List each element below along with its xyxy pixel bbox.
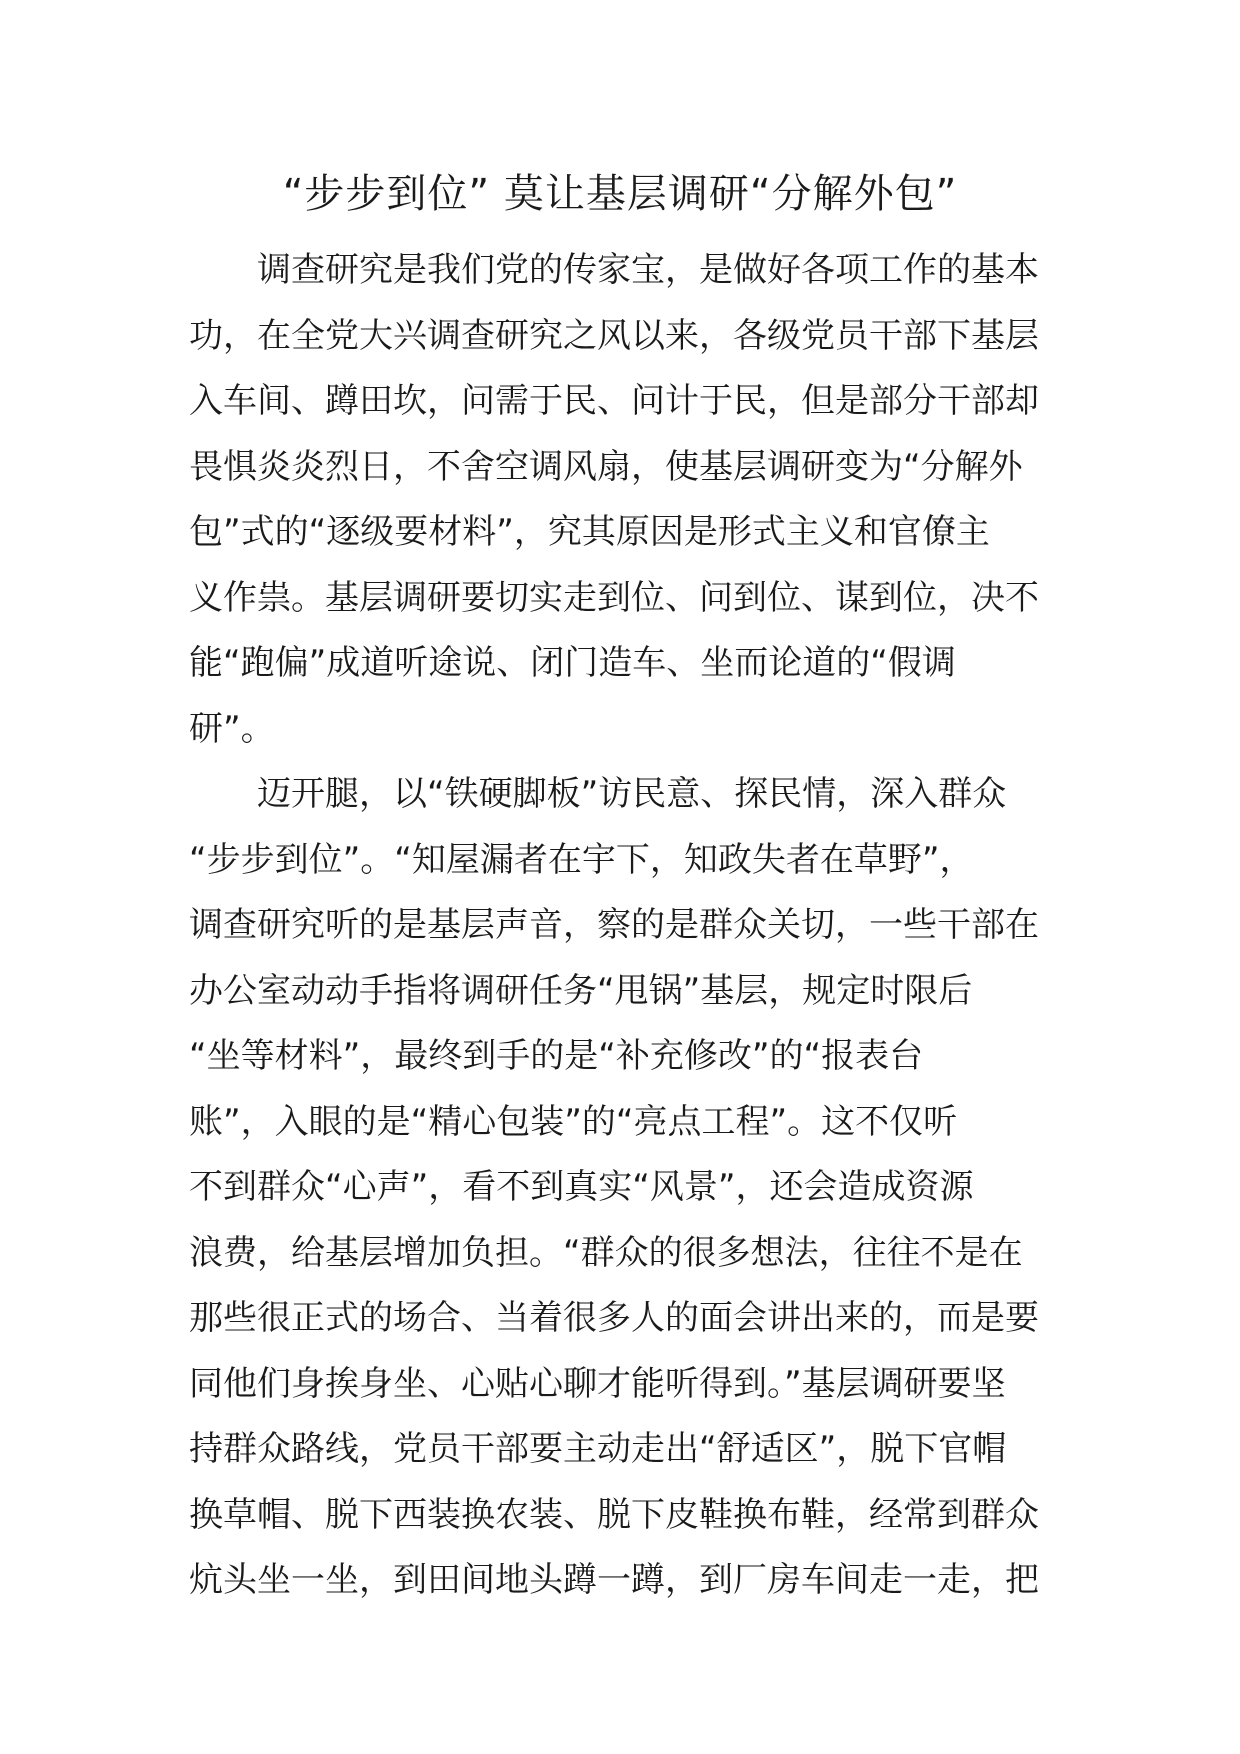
paragraph-2-line: 炕头坐一坐，到田间地头蹲一蹲，到厂房车间走一走，把 bbox=[189, 1560, 1039, 1600]
paragraph-2-line: 持群众路线，党员干部要主动走出“舒适区”，脱下官帽 bbox=[189, 1429, 1007, 1469]
paragraph-1-line: 入车间、蹲田坎，问需于民、问计于民，但是部分干部却 bbox=[189, 381, 1039, 421]
paragraph-2-line: 同他们身挨身坐、心贴心聊才能听得到。”基层调研要坚 bbox=[189, 1363, 1006, 1404]
document-title: “步步到位” 莫让基层调研“分解外包” bbox=[282, 171, 958, 217]
paragraph-1-line: 义作祟。基层调研要切实走到位、问到位、谋到位，决不 bbox=[189, 577, 1039, 618]
paragraph-1-line: 畏惧炎炎烈日，不舍空调风扇，使基层调研变为“分解外 bbox=[189, 446, 1023, 487]
paragraph-2-line: 迈开腿，以“铁硬脚板”访民意、探民情，深入群众 bbox=[257, 774, 1007, 814]
paragraph-2-line: 浪费，给基层增加负担。“群众的很多想法，往往不是在 bbox=[189, 1232, 1023, 1273]
paragraph-2-line: 不到群众“心声”，看不到真实“风景”，还会造成资源 bbox=[189, 1167, 974, 1207]
paragraph-1-line: 研”。 bbox=[189, 708, 275, 749]
paragraph-1-line: 能“跑偏”成道听途说、闭门造车、坐而论道的“假调 bbox=[189, 643, 956, 683]
paragraph-2-line: 调查研究听的是基层声音，察的是群众关切，一些干部在 bbox=[189, 905, 1039, 945]
paragraph-2-line: “步步到位”。“知屋漏者在宇下，知政失者在草野”， bbox=[189, 839, 974, 880]
paragraph-2-line: “坐等材料”，最终到手的是“补充修改”的“报表台 bbox=[189, 1036, 924, 1076]
document-body bbox=[189, 238, 1059, 1614]
paragraph-2-line: 换草帽、脱下西装换农装、脱下皮鞋换布鞋，经常到群众 bbox=[189, 1494, 1039, 1535]
paragraph-2-line: 那些很正式的场合、当着很多人的面会讲出来的，而是要 bbox=[189, 1298, 1039, 1338]
paragraph-1-line: 包”式的“逐级要材料”，究其原因是形式主义和官僚主 bbox=[189, 512, 990, 552]
paragraph-1-line: 功，在全党大兴调查研究之风以来，各级党员干部下基层 bbox=[189, 315, 1039, 356]
paragraph-1-line: 调查研究是我们党的传家宝，是做好各项工作的基本 bbox=[257, 250, 1039, 290]
paragraph-2-line: 办公室动动手指将调研任务“甩锅”基层，规定时限后 bbox=[189, 970, 973, 1011]
paragraph-2-line: 账”，入眼的是“精心包装”的“亮点工程”。这不仅听 bbox=[189, 1101, 958, 1142]
